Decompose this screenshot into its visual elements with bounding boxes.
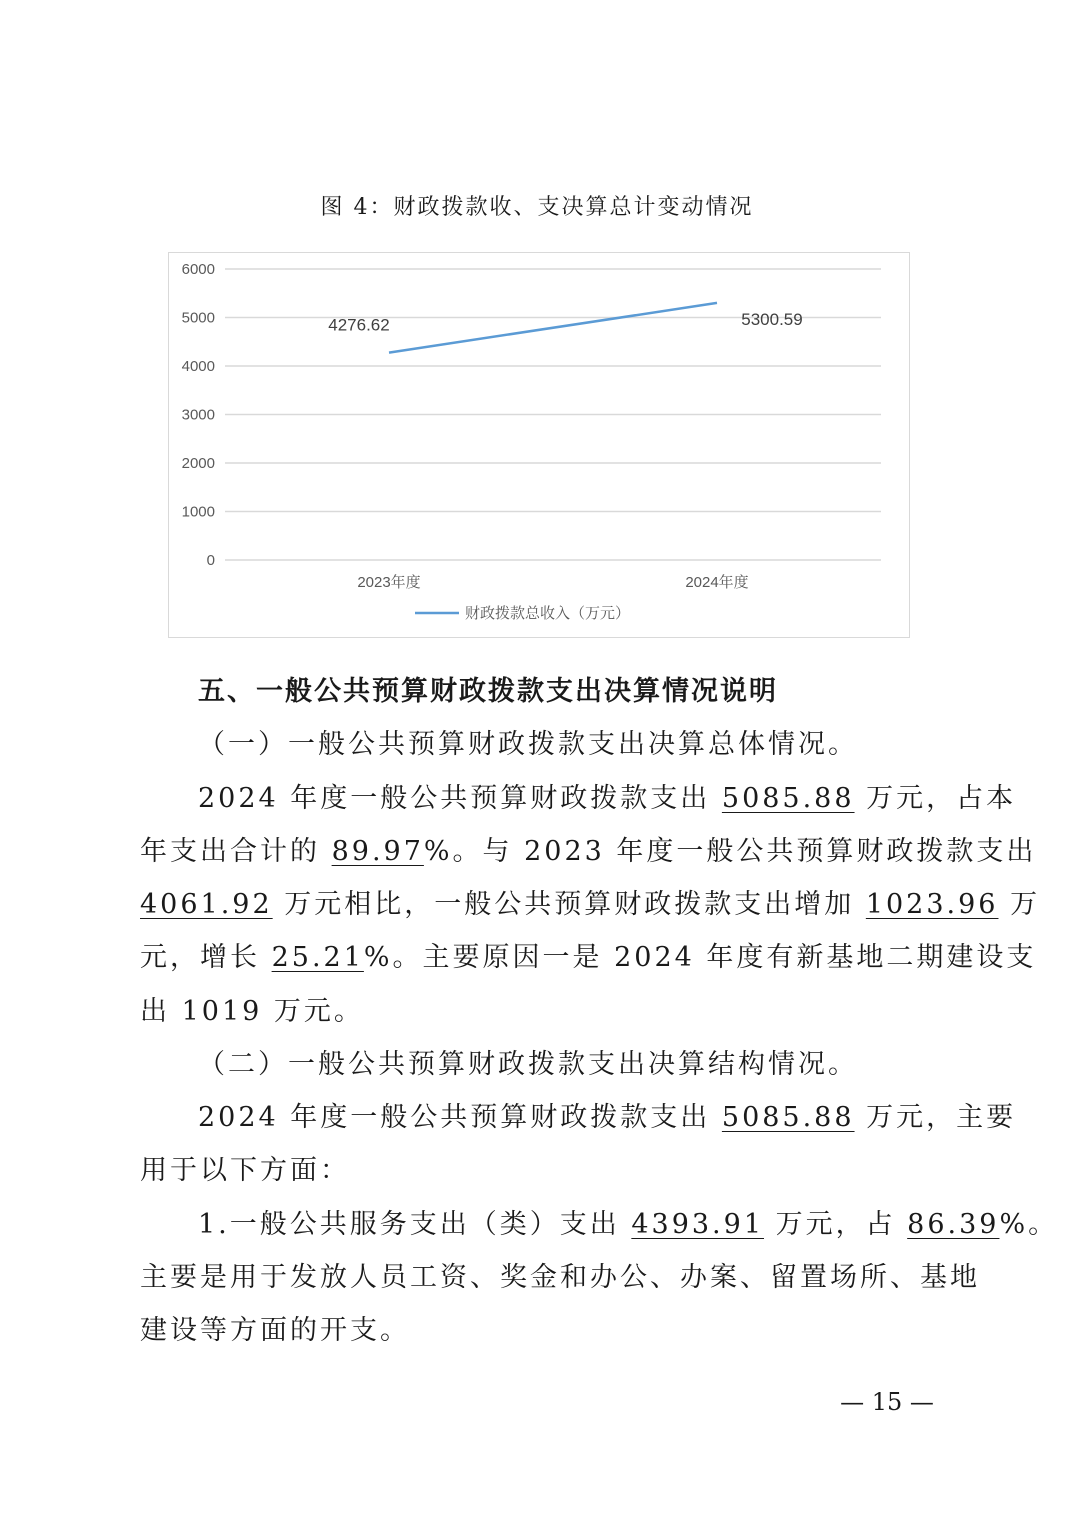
text-span: 元，增长	[140, 942, 272, 973]
paragraph-1-line-2	[140, 838, 1036, 865]
y-tick-label: 1000	[181, 503, 215, 521]
paragraph-3-line-2: 主要是用于发放人员工资、奖金和办公、办案、留置场所、基地	[140, 1262, 980, 1293]
value-expenditure: 5085.88	[721, 783, 855, 814]
text-span: 万元相比，一般公共预算财政拨款支出增加	[272, 889, 866, 920]
text-span: 万元，主要	[854, 1102, 1017, 1133]
paragraph-3-line-1	[198, 1211, 1058, 1238]
y-tick-label: 3000	[181, 406, 215, 424]
legend-label: 财政拨款总收入（万元）	[465, 605, 631, 622]
paragraph-1-line-4	[140, 944, 1036, 971]
value-public-service-share: 86.39	[907, 1209, 1000, 1240]
value-growth: 25.21	[271, 942, 364, 973]
x-tick-label: 2023年度	[357, 574, 421, 591]
paragraph-1-line-5: 出 1019 万元。	[140, 996, 364, 1027]
data-label: 4276.62	[328, 315, 390, 335]
x-tick-label: 2024年度	[685, 574, 749, 591]
value-share: 89.97	[331, 836, 424, 867]
value-increase: 1023.96	[865, 889, 999, 920]
text-span: 2024 年度一般公共预算财政拨款支出	[198, 1102, 722, 1133]
value-prior-expenditure: 4061.92	[140, 889, 273, 920]
page-number-text: — 15 —	[840, 1388, 934, 1416]
y-tick-label: 2000	[181, 455, 215, 472]
text-span: 万元，占本	[854, 783, 1017, 814]
text-span: 1.一般公共服务支出（类）支出	[198, 1209, 632, 1240]
text-span: 万元，占	[764, 1209, 908, 1240]
text-span: %。主要原因一是 2024 年度有新基地二期建设支	[363, 942, 1037, 973]
text-span: 万	[998, 889, 1041, 920]
data-label: 5300.59	[741, 309, 803, 329]
value-public-service: 4393.91	[631, 1209, 764, 1240]
series-line	[389, 303, 717, 353]
y-tick-label: 6000	[181, 261, 215, 278]
paragraph-1-line-3	[140, 891, 1040, 918]
chart-svg	[169, 253, 909, 637]
text-span: %。与 2023 年度一般公共预算财政拨款支出	[423, 836, 1037, 867]
text-span: 年支出合计的	[140, 836, 332, 867]
line-chart	[168, 252, 910, 638]
paragraph-1-line-1	[198, 785, 1016, 812]
y-tick-label: 5000	[181, 309, 215, 327]
y-tick-label: 0	[206, 552, 215, 569]
figure-caption: 图 4：财政拨款收、支决算总计变动情况	[320, 195, 754, 220]
subheading-1: （一）一般公共预算财政拨款支出决算总体情况。	[198, 729, 858, 760]
value-expenditure: 5085.88	[721, 1102, 855, 1133]
text-span: 2024 年度一般公共预算财政拨款支出	[198, 783, 722, 814]
text-span: %。	[999, 1209, 1059, 1240]
paragraph-2-line-1	[198, 1104, 1016, 1131]
y-tick-label: 4000	[181, 358, 215, 375]
paragraph-3-line-3: 建设等方面的开支。	[140, 1315, 410, 1346]
page-number	[0, 1388, 1074, 1416]
subheading-2: （二）一般公共预算财政拨款支出决算结构情况。	[198, 1049, 858, 1080]
section-heading: 五、一般公共预算财政拨款支出决算情况说明	[198, 676, 778, 707]
paragraph-2-line-2: 用于以下方面：	[140, 1155, 350, 1186]
